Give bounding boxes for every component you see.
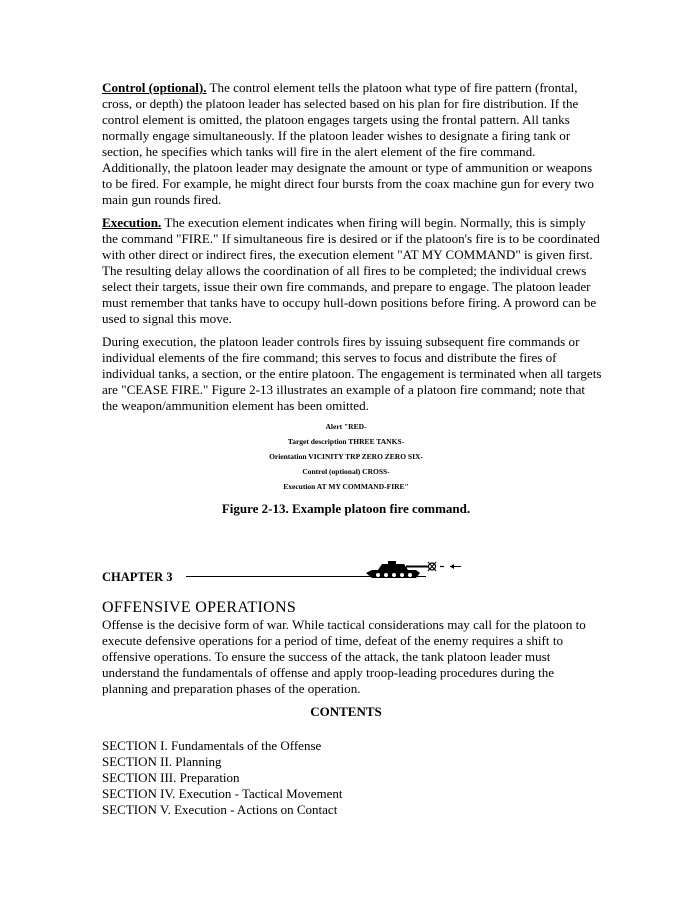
control-paragraph (102, 80, 602, 208)
document-page (102, 80, 602, 818)
contents-item-section-5[interactable]: SECTION V. Execution - Actions on Contact (102, 802, 338, 817)
during-execution-paragraph: During execution, the platoon leader controls fires by issuing subsequent fire commands or individual elements of the fire command; this serves to focus and distribute the fires of individual tanks, a section, or the entire platoon. The engagement is terminated when all targets are "CEASE FIRE." Figure 2-13 illustrates an example of a platoon fire command; note that the weapon/ammunition element has been omitted. (102, 334, 602, 413)
contents-item-section-3[interactable]: SECTION III. Preparation (102, 770, 240, 785)
figure-line-control: Control (optional) CROSS- (302, 467, 390, 476)
section-title: OFFENSIVE OPERATIONS (102, 599, 297, 616)
contents-item-section-4[interactable]: SECTION IV. Execution - Tactical Movement (102, 786, 343, 801)
execution-term: Execution. (102, 215, 162, 230)
execution-text: The execution element indicates when firing will begin. Normally, this is simply the command "FIRE." If simultaneous fire is desired or if the platoon's fire is to be coordinated with other direct or indirect fires, the execution element "AT MY COMMAND" is given first. The resulting delay allows the coordination of all fires to be completed; the individual crews select their targets, issue their own fire commands, and prepare to engage. The platoon leader must remember that tanks have to occupy hull-down positions before firing. A proword can be used to signal this move. (102, 215, 600, 326)
chapter-label: CHAPTER 3 (102, 570, 173, 584)
section-body: Offense is the decisive form of war. While tactical considerations may call for the platoon to execute defensive operations for a period of time, defeat of the enemy requires a shift to offensive operations. To ensure the success of the attack, the tank platoon leader must understand the fundamentals of offense and apply troop-leading procedures during the planning and preparation phases of the operation. (102, 617, 586, 696)
contents-item-section-2[interactable]: SECTION II. Planning (102, 754, 222, 769)
contents-item-section-1[interactable]: SECTION I. Fundamentals of the Offense (102, 738, 322, 753)
contents-heading: CONTENTS (310, 704, 382, 719)
figure-line-orientation: Orientation VICINITY TRP ZERO ZERO SIX- (269, 452, 423, 461)
contents-list (102, 738, 602, 818)
figure-line-alert: Alert "RED- (325, 422, 367, 431)
tank-firing-icon (364, 557, 464, 581)
control-term: Control (optional). (102, 80, 207, 95)
execution-paragraph (102, 215, 602, 327)
control-text: The control element tells the platoon what type of fire pattern (frontal, cross, or depth) the platoon leader has selected based on his plan for fire distribution. If the control element is omitted, the platoon engages targets using the frontal pattern. All tanks normally engage simultaneously. If the platoon leader wishes to designate a firing tank or section, he specifies which tanks will fire in the alert element of the fire command. Additionally, the platoon leader may designate the amount or type of ammunition or weapons to be fired. For example, he might direct four bursts from the coax machine gun for every two main gun rounds fired. (102, 80, 594, 207)
figure-line-execution: Execution AT MY COMMAND-FIRE" (283, 482, 409, 491)
chapter-header (102, 563, 602, 583)
figure-caption: Figure 2-13. Example platoon fire command. (221, 501, 471, 516)
figure-line-target: Target description THREE TANKS- (287, 437, 405, 446)
figure-2-13 (102, 422, 590, 517)
